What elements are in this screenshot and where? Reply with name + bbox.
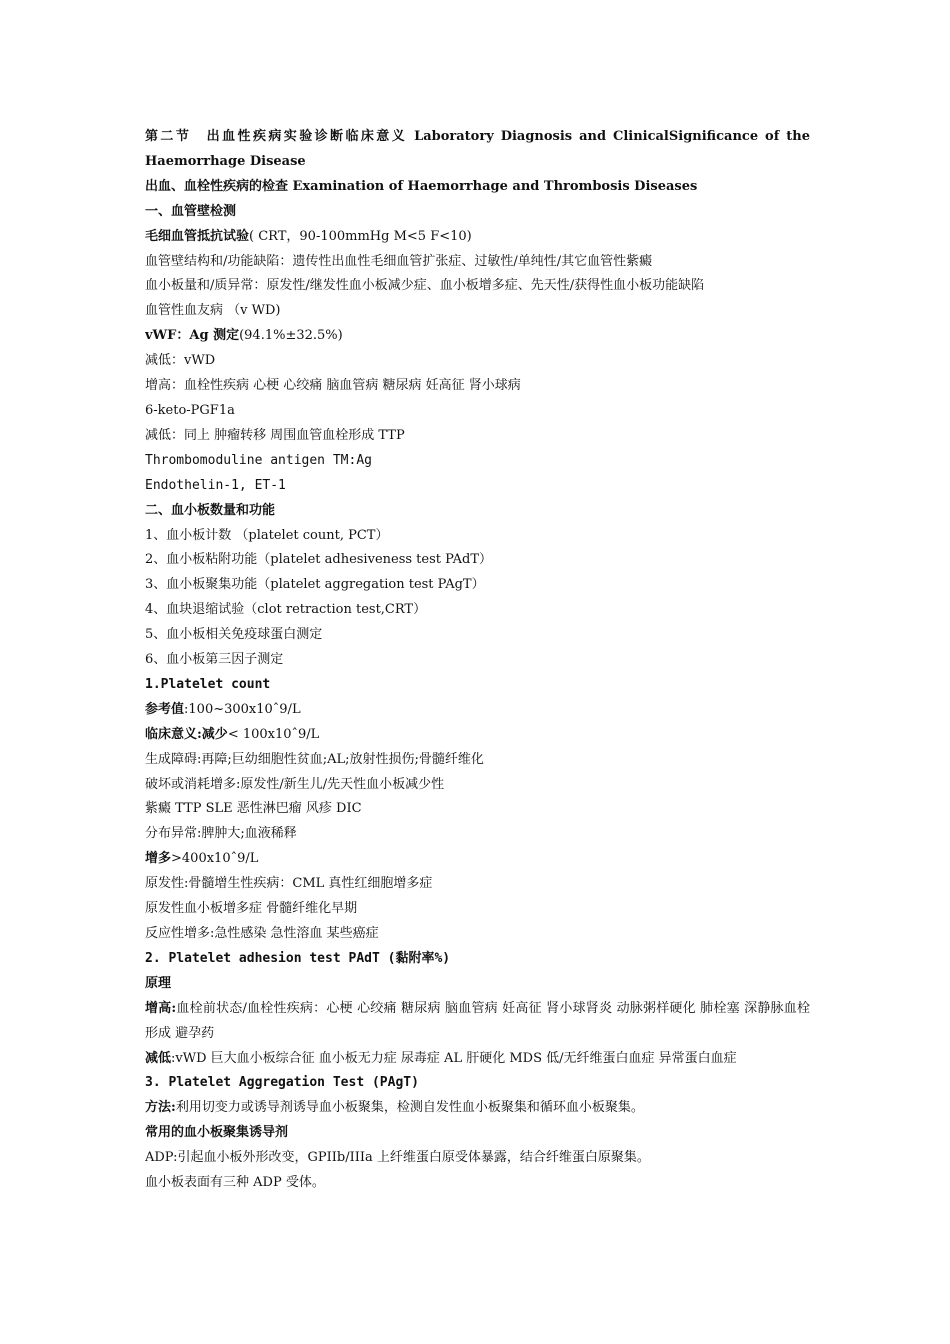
increase-label: 增多 xyxy=(145,851,172,867)
text-line: 生成障碍:再障;巨幼细胞性贫血;AL;放射性损伤;骨髓纤维化 xyxy=(145,751,484,767)
text-line: 血管壁结构和/功能缺陷：遗传性出血性毛细血管扩张症、过敏性/单纯性/其它血管性紫癜 xyxy=(145,253,653,269)
list-item: 2、血小板粘附功能（platelet adhesiveness test PAdT） xyxy=(145,552,493,568)
method-text: 利用切变力或诱导剂诱导血小板聚集，检测自发性血小板聚集和循环血小板聚集。 xyxy=(175,1100,644,1116)
reference-label: 参考值 xyxy=(145,701,185,717)
text-line: 原发性:骨髓增生性疾病：CML 真性红细胞增多症 xyxy=(145,876,433,892)
reference-line xyxy=(145,698,810,723)
list-item: 5、血小板相关免疫球蛋白测定 xyxy=(145,627,323,643)
subheading-padt: 2. Platelet adhesion test PAdT (黏附率%) xyxy=(145,950,451,966)
text-line: 紫癜 TTP SLE 恶性淋巴瘤 风疹 DIC xyxy=(145,801,362,817)
increase-line xyxy=(145,847,810,872)
clinical-value: < 100x10ˆ9/L xyxy=(227,726,320,742)
document-page xyxy=(145,125,810,1196)
inducer-heading: 常用的血小板聚集诱导剂 xyxy=(145,1125,289,1141)
text-line: 分布异常:脾肿大;血液稀释 xyxy=(145,826,297,842)
text-line: 血小板量和/质异常：原发性/继发性血小板减少症、血小板增多症、先天性/获得性血小板功能缺陷 xyxy=(145,278,705,294)
reference-value: :100~300x10ˆ9/L xyxy=(184,701,301,717)
list-item: 1、血小板计数 （platelet count, PCT） xyxy=(145,527,389,543)
padt-increase-label: 增高: xyxy=(145,1000,177,1016)
principle-heading: 原理 xyxy=(145,975,172,991)
text-line: 破坏或消耗增多:原发性/新生儿/先天性血小板减少性 xyxy=(145,776,445,792)
increase-value: >400x10ˆ9/L xyxy=(171,851,259,867)
list-item: 6、血小板第三因子测定 xyxy=(145,652,284,668)
crt-line xyxy=(145,225,810,250)
list-item: 4、血块退缩试验（clot retraction test,CRT） xyxy=(145,602,427,618)
section-heading: 第二节 出血性疾病实验诊断临床意义 Laboratory Diagnosis and ClinicalSignificance of the Haemorrhage Disease xyxy=(145,129,810,169)
text-line: 原发性血小板增多症 骨髓纤维化早期 xyxy=(145,901,358,917)
text-line: 反应性增多:急性感染 急性溶血 某些癌症 xyxy=(145,926,379,941)
vwf-label: vWF：Ag 测定 xyxy=(145,328,240,344)
padt-decrease-label: 减低 xyxy=(145,1050,172,1066)
subheading-pagt: 3. Platelet Aggregation Test (PAgT) xyxy=(145,1075,419,1091)
padt-increase-line xyxy=(145,997,810,1047)
crt-label: 毛细血管抵抗试验 xyxy=(145,228,250,244)
padt-decrease-text: :vWD 巨大血小板综合征 血小板无力症 尿毒症 AL 肝硬化 MDS 低/无纤维蛋白血症 异常蛋白血症 xyxy=(171,1050,737,1066)
subheading-platelet-count: 1.Platelet count xyxy=(145,676,271,692)
heading-vessel-wall: 一、血管壁检测 xyxy=(145,203,237,219)
text-line: 减低：vWD xyxy=(145,353,216,369)
vwf-line xyxy=(145,324,810,349)
text-line: 6-keto-PGF1a xyxy=(145,402,235,418)
padt-increase-text: 血栓前状态/血栓性疾病：心梗 心绞痛 糖尿病 脑血管病 妊高征 肾小球肾炎 动脉粥样硬化 肺栓塞 深静脉血栓形成 避孕药 xyxy=(145,1000,810,1041)
text-line: 减低：同上 肿瘤转移 周围血管血栓形成 TTP xyxy=(145,427,405,443)
list-item: 3、血小板聚集功能（platelet aggregation test PAgT） xyxy=(145,577,485,593)
padt-decrease-line xyxy=(145,1047,810,1072)
text-line: 增高：血栓性疾病 心梗 心绞痛 脑血管病 糖尿病 妊高征 肾小球病 xyxy=(145,378,521,394)
subheading-examination: 出血、血栓性疾病的检查 Examination of Haemorrhage and Thrombosis Diseases xyxy=(145,178,698,194)
text-line: Thrombomoduline antigen TM:Ag xyxy=(145,452,372,468)
vwf-values: (94.1%±32.5%) xyxy=(239,328,343,344)
text-line: ADP:引起血小板外形改变，GPIIb/IIIa 上纤维蛋白原受体暴露，结合纤维蛋白原聚集。 xyxy=(145,1150,650,1166)
heading-platelet: 二、血小板数量和功能 xyxy=(145,502,276,518)
text-line: 血管性血友病 （v WD) xyxy=(145,303,281,319)
text-line: 血小板表面有三种 ADP 受体。 xyxy=(145,1175,325,1191)
method-label: 方法: xyxy=(145,1100,176,1116)
text-line: Endothelin-1, ET-1 xyxy=(145,477,286,493)
clinical-line xyxy=(145,723,810,748)
clinical-label: 临床意义:减少 xyxy=(145,726,228,742)
method-line xyxy=(145,1096,810,1121)
crt-values: ( CRT，90-100mmHg M<5 F<10) xyxy=(249,228,472,244)
